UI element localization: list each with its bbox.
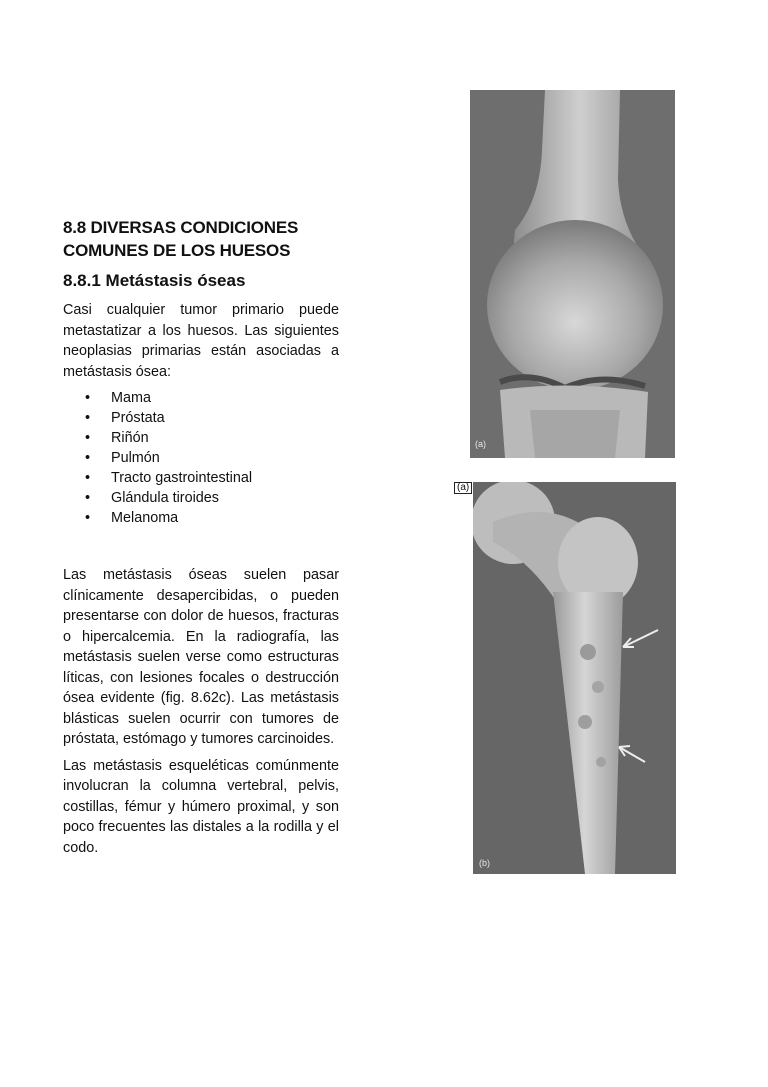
xray-image-femur <box>473 482 676 874</box>
list-item: • Tracto gastrointestinal <box>85 470 253 486</box>
bullet-icon: • <box>85 410 91 426</box>
bullet-icon: • <box>85 510 91 526</box>
bullet-icon: • <box>85 490 91 506</box>
figure-box-label: (a) <box>454 482 472 494</box>
section-title <box>63 216 339 262</box>
list-item: • Próstata <box>85 410 165 426</box>
subsection-title: 8.8.1 Metástasis óseas <box>63 271 246 290</box>
list-item: • Pulmón <box>85 450 160 466</box>
bullet-icon: • <box>85 390 91 406</box>
knee-xray-graphic <box>470 90 675 458</box>
metastasis-paragraph: Las metástasis óseas suelen pasar clínicamente desapercibidas, o pueden presentarse con dolor de huesos, fracturas o hipercalcemia. En la radiografía, las metástasis suelen verse como estructuras líticas, con lesiones focales o destrucción ósea evidente (fig. 8.62c). Las metástasis blásticas suelen ocurrir con tumores de próstata, estómago y tumores carcinoides. <box>63 567 339 747</box>
skeletal-paragraph: Las metástasis esqueléticas comúnmente involucran la columna vertebral, pelvis, costillas, fémur y húmero proximal, y son poco frecuentes las distales a la rodilla y el codo. <box>63 757 339 856</box>
bullet-icon: • <box>85 450 91 466</box>
section-title-line2: COMUNES DE LOS HUESOS <box>63 241 291 260</box>
figure-label-a: (a) <box>475 439 486 449</box>
text-column <box>63 216 339 864</box>
list-item: • Mama <box>85 390 151 406</box>
section-title-line1: 8.8 DIVERSAS CONDICIONES <box>63 218 299 237</box>
bullet-icon: • <box>85 430 91 446</box>
bullet-icon: • <box>85 470 91 486</box>
neoplasia-list <box>63 388 339 528</box>
list-item: • Glándula tiroides <box>85 490 219 506</box>
list-item: • Melanoma <box>85 510 179 526</box>
figure-label-b: (b) <box>479 858 490 868</box>
intro-paragraph: Casi cualquier tumor primario puede metastatizar a los huesos. Las siguientes neoplasias primarias están asociadas a metástasis ósea: <box>63 302 339 380</box>
femur-xray-graphic <box>473 482 676 874</box>
list-item: • Riñón <box>85 430 149 446</box>
xray-image-knee <box>470 90 675 458</box>
